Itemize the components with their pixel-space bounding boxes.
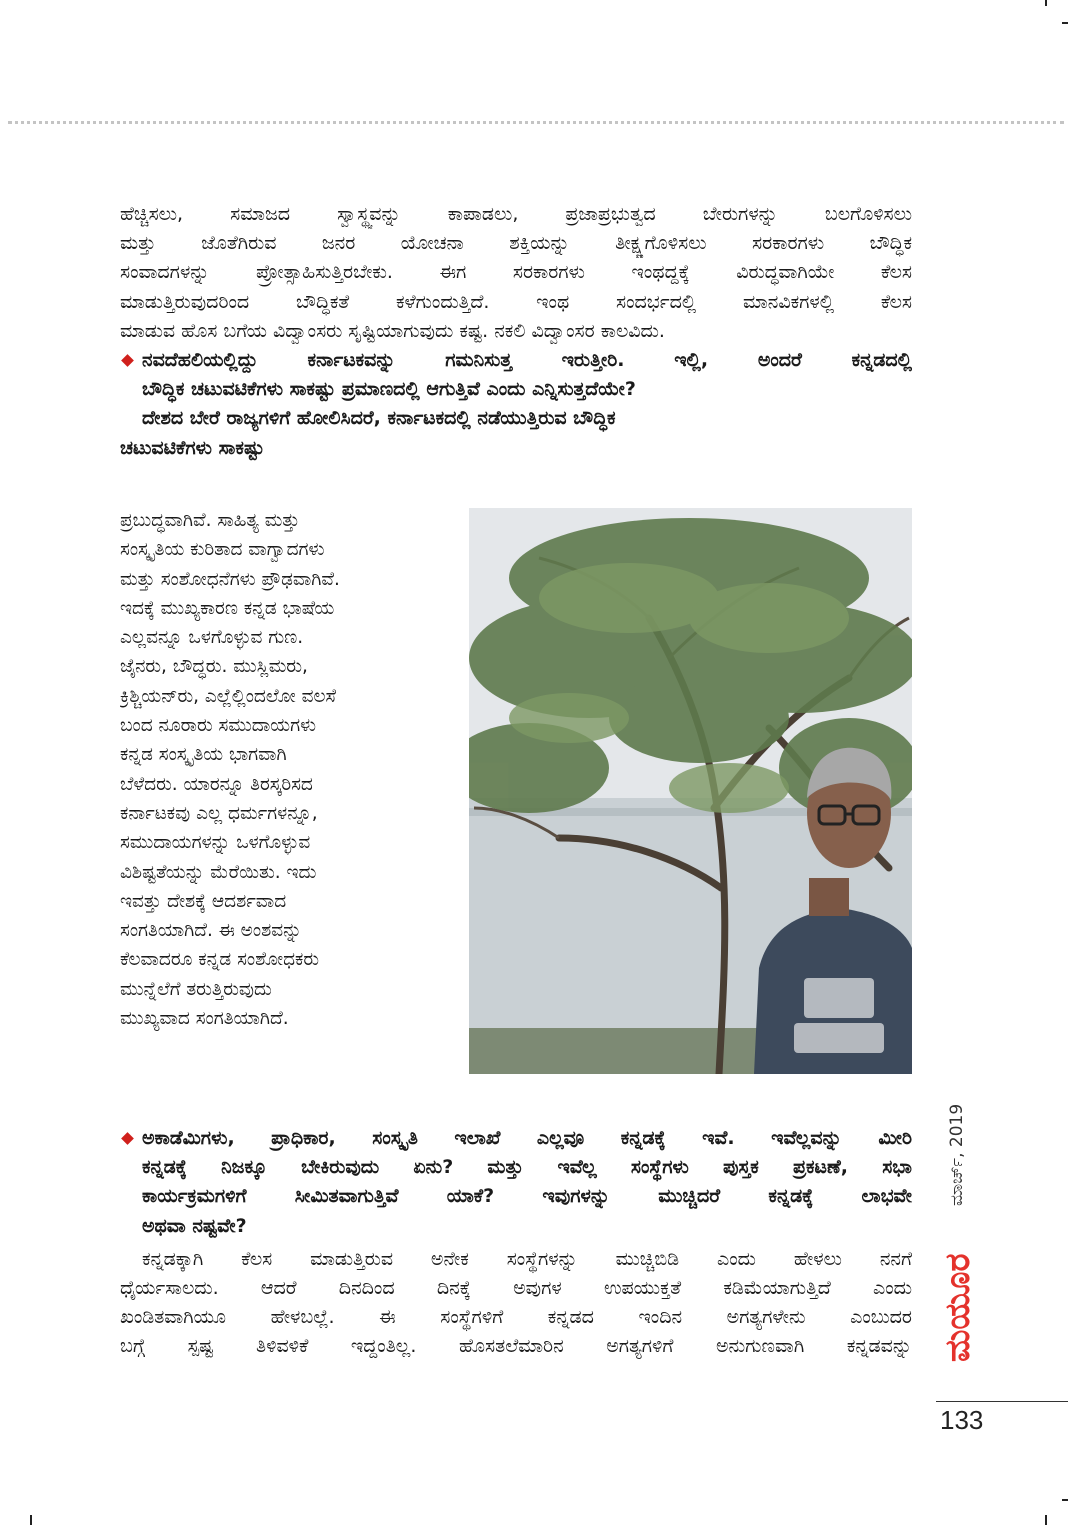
crop-mark <box>1045 1515 1047 1525</box>
portrait-photo-illustration <box>469 508 912 1074</box>
text-line: ಹೆಚ್ಚಿಸಲು, ಸಮಾಜದ ಸ್ವಾಸ್ಥ್ಯವನ್ನು ಕಾಪಾಡಲು, ಪ್ರಜಾಪ್ರಭುತ್ವದ ಬೇರುಗಳನ್ನು ಬಲಗೊಳಿಸಲು <box>120 203 912 225</box>
text-line: ಸಂವಾದಗಳನ್ನು ಪ್ರೋತ್ಸಾಹಿಸುತ್ತಿರಬೇಕು. ಈಗ ಸರಕಾರಗಳು ಇಂಥದ್ದಕ್ಕೆ ವಿರುದ್ಧವಾಗಿಯೇ ಕೆಲಸ <box>120 261 912 284</box>
text-line: ಜೈನರು, ಬೌದ್ಧರು. ಮುಸ್ಲಿಮರು, <box>120 656 308 678</box>
text-line: ಸಂಗತಿಯಾಗಿದೆ. ಈ ಅಂಶವನ್ನು <box>120 920 302 942</box>
answer-lead-line: ದೇಶದ ಬೇರೆ ರಾಜ್ಯಗಳಿಗೆ ಹೋಲಿಸಿದರೆ, ಕರ್ನಾಟಕದಲ್ಲಿ ನಡೆಯುತ್ತಿರುವ ಬೌದ್ಧಿಕ <box>142 407 616 430</box>
diamond-bullet-icon <box>121 1132 134 1145</box>
text-line: ಮಾಡುವ ಹೊಸ ಬಗೆಯ ವಿದ್ವಾಂಸರು ಸೃಷ್ಟಿಯಾಗುವುದು ಕಷ್ಟ. ನಕಲಿ ವಿದ್ವಾಂಸರ ಕಾಲವಿದು. <box>120 319 665 342</box>
crop-mark <box>30 1515 32 1525</box>
issue-date: ಮಾರ್ಚ್, 2019 <box>947 1103 967 1206</box>
text-line: ಬಗ್ಗೆ ಸ್ಪಷ್ಟ ತಿಳಿವಳಿಕೆ ಇದ್ದಂತಿಲ್ಲ. ಹೊಸತಲೆಮಾರಿನ ಅಗತ್ಯಗಳಿಗೆ ಅನುಗುಣವಾಗಿ ಕನ್ನಡವನ್ನು <box>120 1335 912 1358</box>
crop-mark <box>1062 1499 1068 1501</box>
footer-rule <box>936 1401 1068 1402</box>
text-line: ಕೆಲವಾದರೂ ಕನ್ನಡ ಸಂಶೋಧಕರು <box>120 949 320 971</box>
question-line: ಬೌದ್ಧಿಕ ಚಟುವಟಿಕೆಗಳು ಸಾಕಷ್ಟು ಪ್ರಮಾಣದಲ್ಲಿ ಆಗುತ್ತಿವೆ ಎಂದು ಎನ್ನಿಸುತ್ತದೆಯೇ? <box>142 378 636 401</box>
article-column-left <box>120 506 460 1033</box>
text-line: ಮುನ್ನೆಲೆಗೆ ತರುತ್ತಿರುವುದು <box>120 978 272 1000</box>
text-line: ಬಂದ ನೂರಾರು ಸಮುದಾಯಗಳು <box>120 715 317 737</box>
text-line: ಬೆಳೆದರು. ಯಾರನ್ನೂ ತಿರಸ್ಕರಿಸದ <box>120 773 313 795</box>
question-line <box>120 346 912 375</box>
crop-mark <box>1062 22 1068 24</box>
question-text: ಅಕಾಡೆಮಿಗಳು, ಪ್ರಾಧಿಕಾರ, ಸಂಸ್ಕೃತಿ ಇಲಾಖೆ ಎಲ್ಲವೂ ಕನ್ನಡಕ್ಕೆ ಇವೆ. ಇವೆಲ್ಲವನ್ನು ಮೀರಿ <box>142 1127 912 1149</box>
text-line: ವಿಶಿಷ್ಟತೆಯನ್ನು ಮೆರೆಯಿತು. ಇದು <box>120 861 317 883</box>
text-line: ಕನ್ನಡ ಸಂಸ್ಕೃತಿಯ ಭಾಗವಾಗಿ <box>120 744 287 766</box>
article-paragraph-top <box>120 200 912 463</box>
text-line: ಧೈರ್ಯಸಾಲದು. ಆದರೆ ದಿನದಿಂದ ದಿನಕ್ಕೆ ಅವುಗಳ ಉಪಯುಕ್ತತೆ ಕಡಿಮೆಯಾಗುತ್ತಿದೆ ಎಂದು <box>120 1276 912 1299</box>
text-line: ಕನ್ನಡಕ್ಕಾಗಿ ಕೆಲಸ ಮಾಡುತ್ತಿರುವ ಅನೇಕ ಸಂಸ್ಥೆಗಳನ್ನು ಮುಚ್ಚಿಬಿಡಿ ಎಂದು ಹೇಳಲು ನನಗೆ <box>142 1247 912 1270</box>
text-line: ಮತ್ತು ಸಂಶೋಧನೆಗಳು ಪ್ರೌಢವಾಗಿವೆ. <box>120 568 340 590</box>
answer-lead-line: ಚಟುವಟಿಕೆಗಳು ಸಾಕಷ್ಟು <box>120 436 265 459</box>
question-line <box>120 1124 912 1153</box>
text-line: ಎಲ್ಲವನ್ನೂ ಒಳಗೊಳ್ಳುವ ಗುಣ. <box>120 627 304 649</box>
question-line: ಅಥವಾ ನಷ್ಟವೇ? <box>142 1214 247 1237</box>
crop-mark <box>1045 0 1047 6</box>
question-line: ಕಾರ್ಯಕ್ರಮಗಳಿಗೆ ಸೀಮಿತವಾಗುತ್ತಿವೆ ಯಾಕೆ? ಇವುಗಳನ್ನು ಮುಚ್ಚಿದರೆ ಕನ್ನಡಕ್ಕೆ ಲಾಭವೇ <box>142 1185 912 1208</box>
text-line: ಇವತ್ತು ದೇಶಕ್ಕೆ ಆದರ್ಶವಾದ <box>120 890 287 912</box>
text-line: ಸಂಸ್ಕೃತಿಯ ಕುರಿತಾದ ವಾಗ್ವಾದಗಳು <box>120 539 325 561</box>
text-line: ಖಂಡಿತವಾಗಿಯೂ ಹೇಳಬಲ್ಲೆ. ಈ ಸಂಸ್ಥೆಗಳಿಗೆ ಕನ್ನಡದ ಇಂದಿನ ಅಗತ್ಯಗಳೇನು ಎಂಬುದರ <box>120 1306 912 1329</box>
portrait-photo <box>469 508 912 1074</box>
header-dotted-rule <box>8 121 1064 124</box>
article-paragraph-bottom <box>120 1124 912 1362</box>
question-text: ನವದೆಹಲಿಯಲ್ಲಿದ್ದು ಕರ್ನಾಟಕವನ್ನು ಗಮನಿಸುತ್ತ ಇರುತ್ತೀರಿ. ಇಲ್ಲಿ, ಅಂದರೆ ಕನ್ನಡದಲ್ಲಿ <box>142 348 912 371</box>
page-number: 133 <box>940 1405 984 1435</box>
text-line: ಮುಖ್ಯವಾದ ಸಂಗತಿಯಾಗಿದೆ. <box>120 1008 289 1030</box>
text-line: ಪ್ರಬುದ್ಧವಾಗಿವೆ. ಸಾಹಿತ್ಯ ಮತ್ತು <box>120 510 300 531</box>
question-line: ಕನ್ನಡಕ್ಕೆ ನಿಜಕ್ಕೂ ಬೇಕಿರುವುದು ಏನು? ಮತ್ತು ಇವೆಲ್ಲ ಸಂಸ್ಥೆಗಳು ಪುಸ್ತಕ ಪ್ರಕಟಣೆ, ಸಭಾ <box>142 1156 912 1179</box>
text-line: ಕ್ರಿಶ್ಚಿಯನ್‌ರು, ಎಲ್ಲೆಲ್ಲಿಂದಲೋ ವಲಸೆ <box>120 685 337 707</box>
diamond-bullet-icon <box>121 354 134 367</box>
magazine-masthead: ಮಯೂರ <box>938 1253 978 1363</box>
text-line: ಕರ್ನಾಟಕವು ಎಲ್ಲ ಧರ್ಮಗಳನ್ನೂ, <box>120 802 318 824</box>
text-line: ಮತ್ತು ಜೊತೆಗಿರುವ ಜನರ ಯೋಚನಾ ಶಕ್ತಿಯನ್ನು ತೀಕ್ಷ್ಣಗೊಳಿಸಲು ಸರಕಾರಗಳು ಬೌದ್ಧಿಕ <box>120 232 912 255</box>
text-line: ಮಾಡುತ್ತಿರುವುದರಿಂದ ಬೌದ್ಧಿಕತೆ ಕಳೆಗುಂದುತ್ತಿದೆ. ಇಂಥ ಸಂದರ್ಭದಲ್ಲಿ ಮಾನವಿಕಗಳಲ್ಲಿ ಕೆಲಸ <box>120 290 912 313</box>
text-line: ಇದಕ್ಕೆ ಮುಖ್ಯಕಾರಣ ಕನ್ನಡ ಭಾಷೆಯ <box>120 597 335 619</box>
text-line: ಸಮುದಾಯಗಳನ್ನು ಒಳಗೊಳ್ಳುವ <box>120 832 311 854</box>
